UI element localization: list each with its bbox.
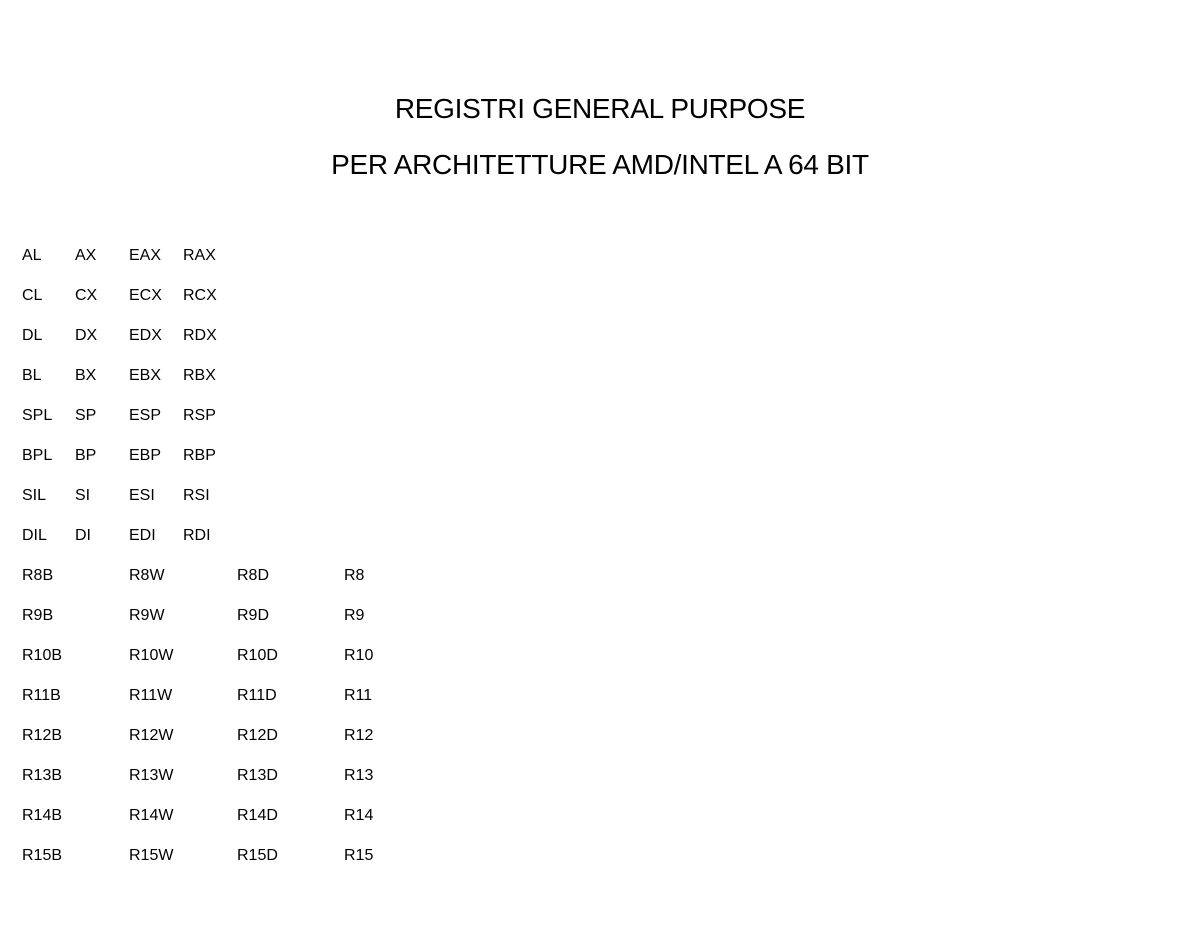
register-8bit: R11B <box>22 687 61 704</box>
register-16bit: R15W <box>129 847 174 864</box>
register-64bit: R15 <box>344 847 374 864</box>
register-64bit: RDX <box>183 327 217 344</box>
register-32bit: EAX <box>129 247 162 264</box>
register-16bit: R9W <box>129 607 165 624</box>
register-8bit: SPL <box>22 407 53 424</box>
register-8bit: DIL <box>22 527 47 544</box>
register-32bit: EBX <box>129 367 162 384</box>
register-16bit: R10W <box>129 647 174 664</box>
register-8bit: BPL <box>22 447 53 464</box>
document-subtitle: PER ARCHITETTURE AMD/INTEL A 64 BIT <box>331 149 869 180</box>
register-16bit: AX <box>75 247 97 264</box>
register-64bit: RDI <box>183 527 211 544</box>
register-32bit: R11D <box>237 687 277 704</box>
register-8bit: DL <box>22 327 43 344</box>
register-16bit: DI <box>75 527 91 544</box>
register-8bit: R12B <box>22 727 63 744</box>
register-16bit: BX <box>75 367 97 384</box>
register-16bit: CX <box>75 287 98 304</box>
register-32bit: ESI <box>129 487 155 504</box>
register-32bit: ESP <box>129 407 162 424</box>
register-32bit: R12D <box>237 727 278 744</box>
register-16bit: R12W <box>129 727 174 744</box>
register-64bit: RAX <box>183 247 216 264</box>
register-16bit: R14W <box>129 807 174 824</box>
register-8bit: BL <box>22 367 42 384</box>
register-32bit: R13D <box>237 767 278 784</box>
register-32bit: R10D <box>237 647 278 664</box>
register-16bit: SI <box>75 487 91 504</box>
register-64bit: RSI <box>183 487 210 504</box>
register-8bit: R15B <box>22 847 63 864</box>
register-8bit: R10B <box>22 647 63 664</box>
register-8bit: SIL <box>22 487 47 504</box>
register-32bit: EDX <box>129 327 162 344</box>
register-64bit: R11 <box>344 687 373 704</box>
register-64bit: RBP <box>183 447 216 464</box>
register-64bit: R8 <box>344 567 365 584</box>
register-16bit: R13W <box>129 767 174 784</box>
register-16bit: SP <box>75 407 97 424</box>
register-64bit: R13 <box>344 767 374 784</box>
register-32bit: R15D <box>237 847 278 864</box>
register-16bit: R11W <box>129 687 173 704</box>
register-32bit: R14D <box>237 807 278 824</box>
register-16bit: BP <box>75 447 97 464</box>
register-32bit: EBP <box>129 447 162 464</box>
register-16bit: DX <box>75 327 98 344</box>
register-64bit: R10 <box>344 647 374 664</box>
register-8bit: R8B <box>22 567 54 584</box>
register-32bit: ECX <box>129 287 162 304</box>
document-title: REGISTRI GENERAL PURPOSE <box>394 93 806 124</box>
register-32bit: EDI <box>129 527 156 544</box>
register-32bit: R9D <box>237 607 270 624</box>
register-64bit: RBX <box>183 367 216 384</box>
register-8bit: AL <box>22 247 42 264</box>
register-32bit: R8D <box>237 567 270 584</box>
register-8bit: CL <box>22 287 43 304</box>
register-16bit: R8W <box>129 567 165 584</box>
register-64bit: R9 <box>344 607 365 624</box>
register-64bit: R12 <box>344 727 374 744</box>
register-64bit: RSP <box>183 407 216 424</box>
register-64bit: R14 <box>344 807 374 824</box>
register-8bit: R9B <box>22 607 54 624</box>
register-8bit: R13B <box>22 767 63 784</box>
register-64bit: RCX <box>183 287 217 304</box>
register-8bit: R14B <box>22 807 63 824</box>
